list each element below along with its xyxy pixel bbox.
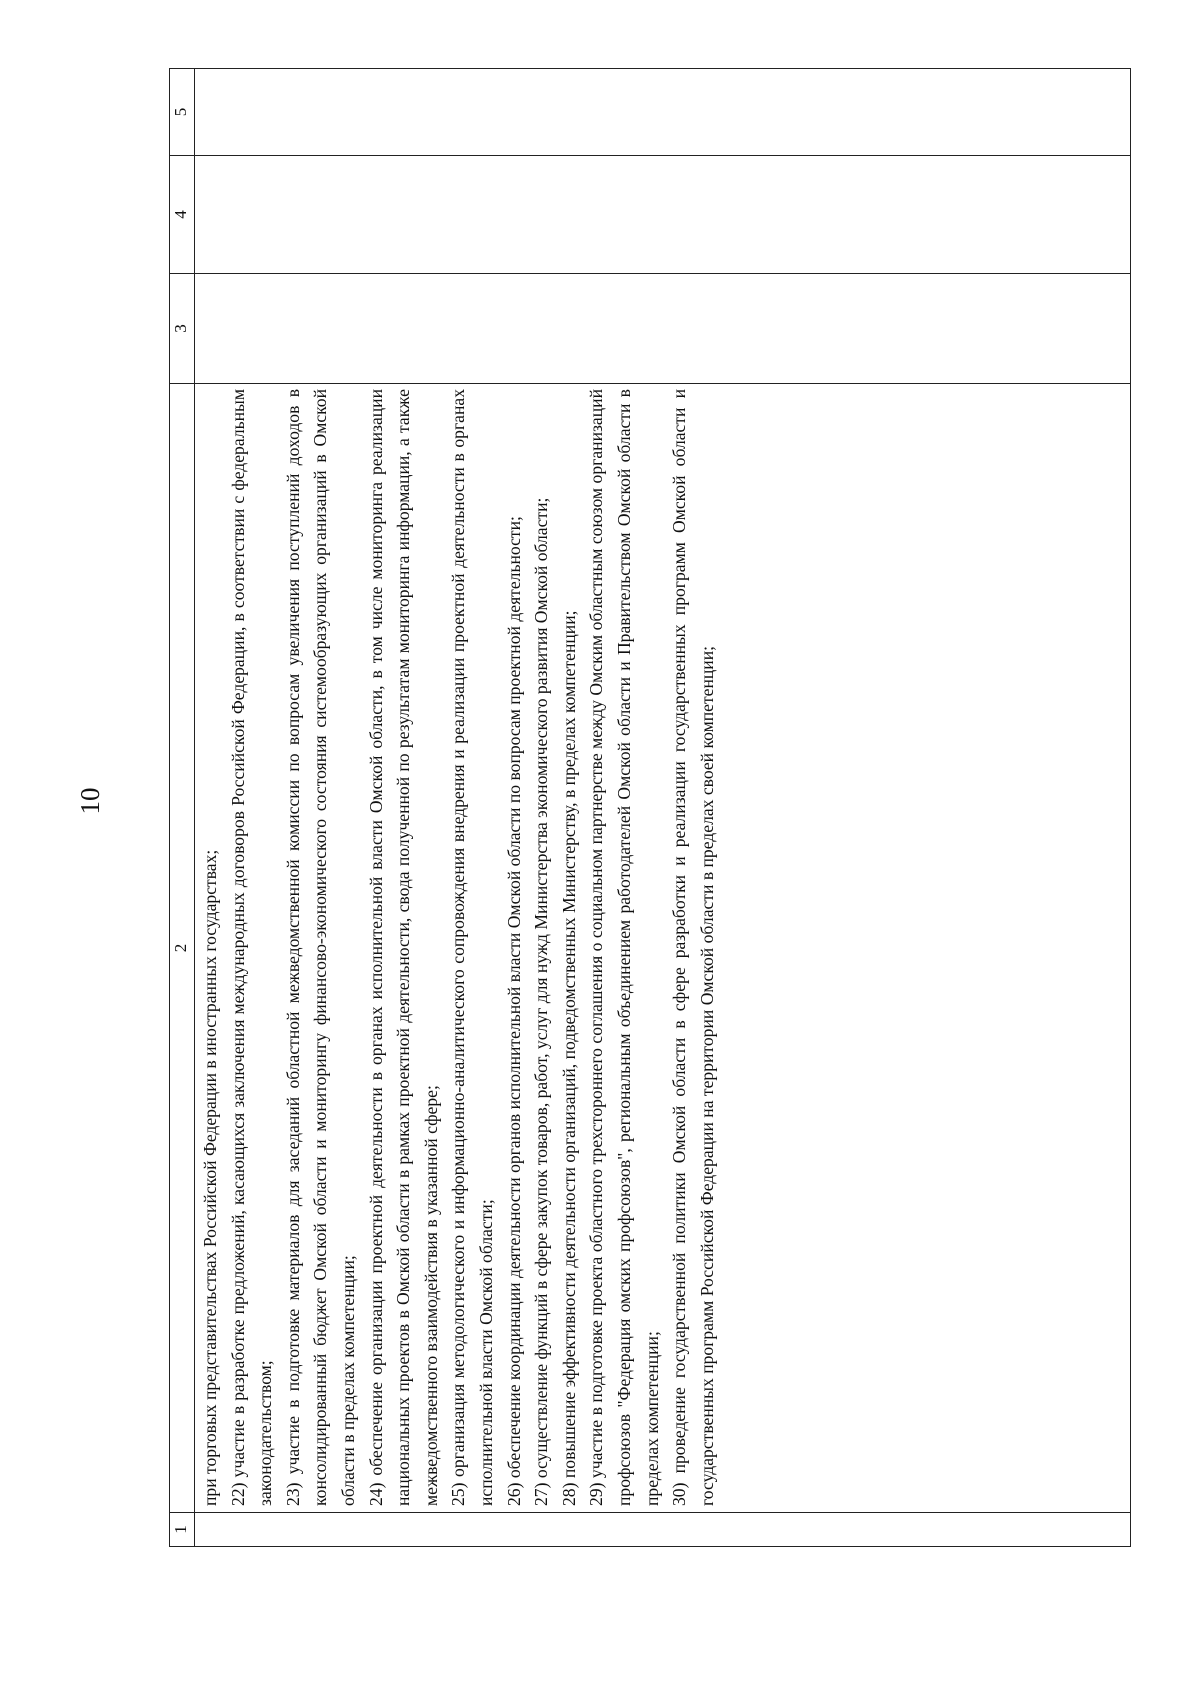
document-table [169, 68, 1131, 1547]
header-col-1: 1 [170, 1513, 195, 1547]
list-item: 27) осуществление функций в сфере закупок товаров, работ, услуг для нужд Министерства экономического развития Омской области; [531, 497, 552, 1506]
header-col-4: 4 [170, 156, 195, 274]
header-col-2: 2 [170, 384, 195, 1513]
cell-col-5 [195, 69, 1131, 156]
cell-col-1 [195, 1513, 1131, 1547]
table-row [195, 69, 1131, 1547]
page-number: 10 [75, 787, 105, 815]
functions-list [195, 384, 721, 1512]
list-item: 28) повышение эффективности деятельности организаций, подведомственных Министерству, в пределах компетенции; [558, 610, 579, 1506]
cell-col-3 [195, 274, 1131, 384]
list-item: 22) участие в разработке предложений, касающихся заключения международных договоров Российской Федерации, в соответствии с федеральным законодательством; [227, 389, 276, 1506]
list-item: 26) обеспечение координации деятельности органов исполнительной власти Омской области по вопросам проектной деятельности; [503, 516, 524, 1506]
table-header-row [170, 69, 195, 1547]
header-col-5: 5 [170, 69, 195, 156]
cell-col-4 [195, 156, 1131, 274]
cell-col-2 [195, 384, 1131, 1513]
list-item: 24) обеспечение организации проектной деятельности в органах исполнительной власти Омской области, в том числе мониторинга реализации национальных проектов в Омской области в рамках проектной деятельности, свода полученной по результатам мониторинга информации, а также межведомственного взаимодействия в указанной сфере; [365, 389, 441, 1506]
list-item: при торговых представительствах Российской Федерации в иностранных государствах; [200, 849, 220, 1506]
list-item: 29) участие в подготовке проекта областного трехстороннего соглашения о социальном партнерстве между Омским областным союзом организаций профсоюзов "Федерация омских профсоюзов", региональным объединением работодателей Омской области и Правительством Омской области в пределах компетенции; [586, 389, 662, 1506]
list-item: 23) участие в подготовке материалов для заседаний областной межведомственной комиссии по вопросам увеличения поступлений доходов в консолидированный бюджет Омской области и мониторингу финансово-экономического состояния системообразующих организаций в Омской области в пределах компетенции; [282, 389, 358, 1506]
list-item: 30) проведение государственной политики Омской области в сфере разработки и реализации государственных программ Омской области и государственных программ Российской Федерации на территории Омской области в пределах своей компетенции; [669, 389, 717, 1506]
list-item: 25) организация методологического и информационно-аналитического сопровождения внедрения и реализации проектной деятельности в органах исполнительной власти Омской области; [448, 389, 496, 1506]
header-col-3: 3 [170, 274, 195, 384]
document-table-wrapper [169, 69, 1131, 1547]
